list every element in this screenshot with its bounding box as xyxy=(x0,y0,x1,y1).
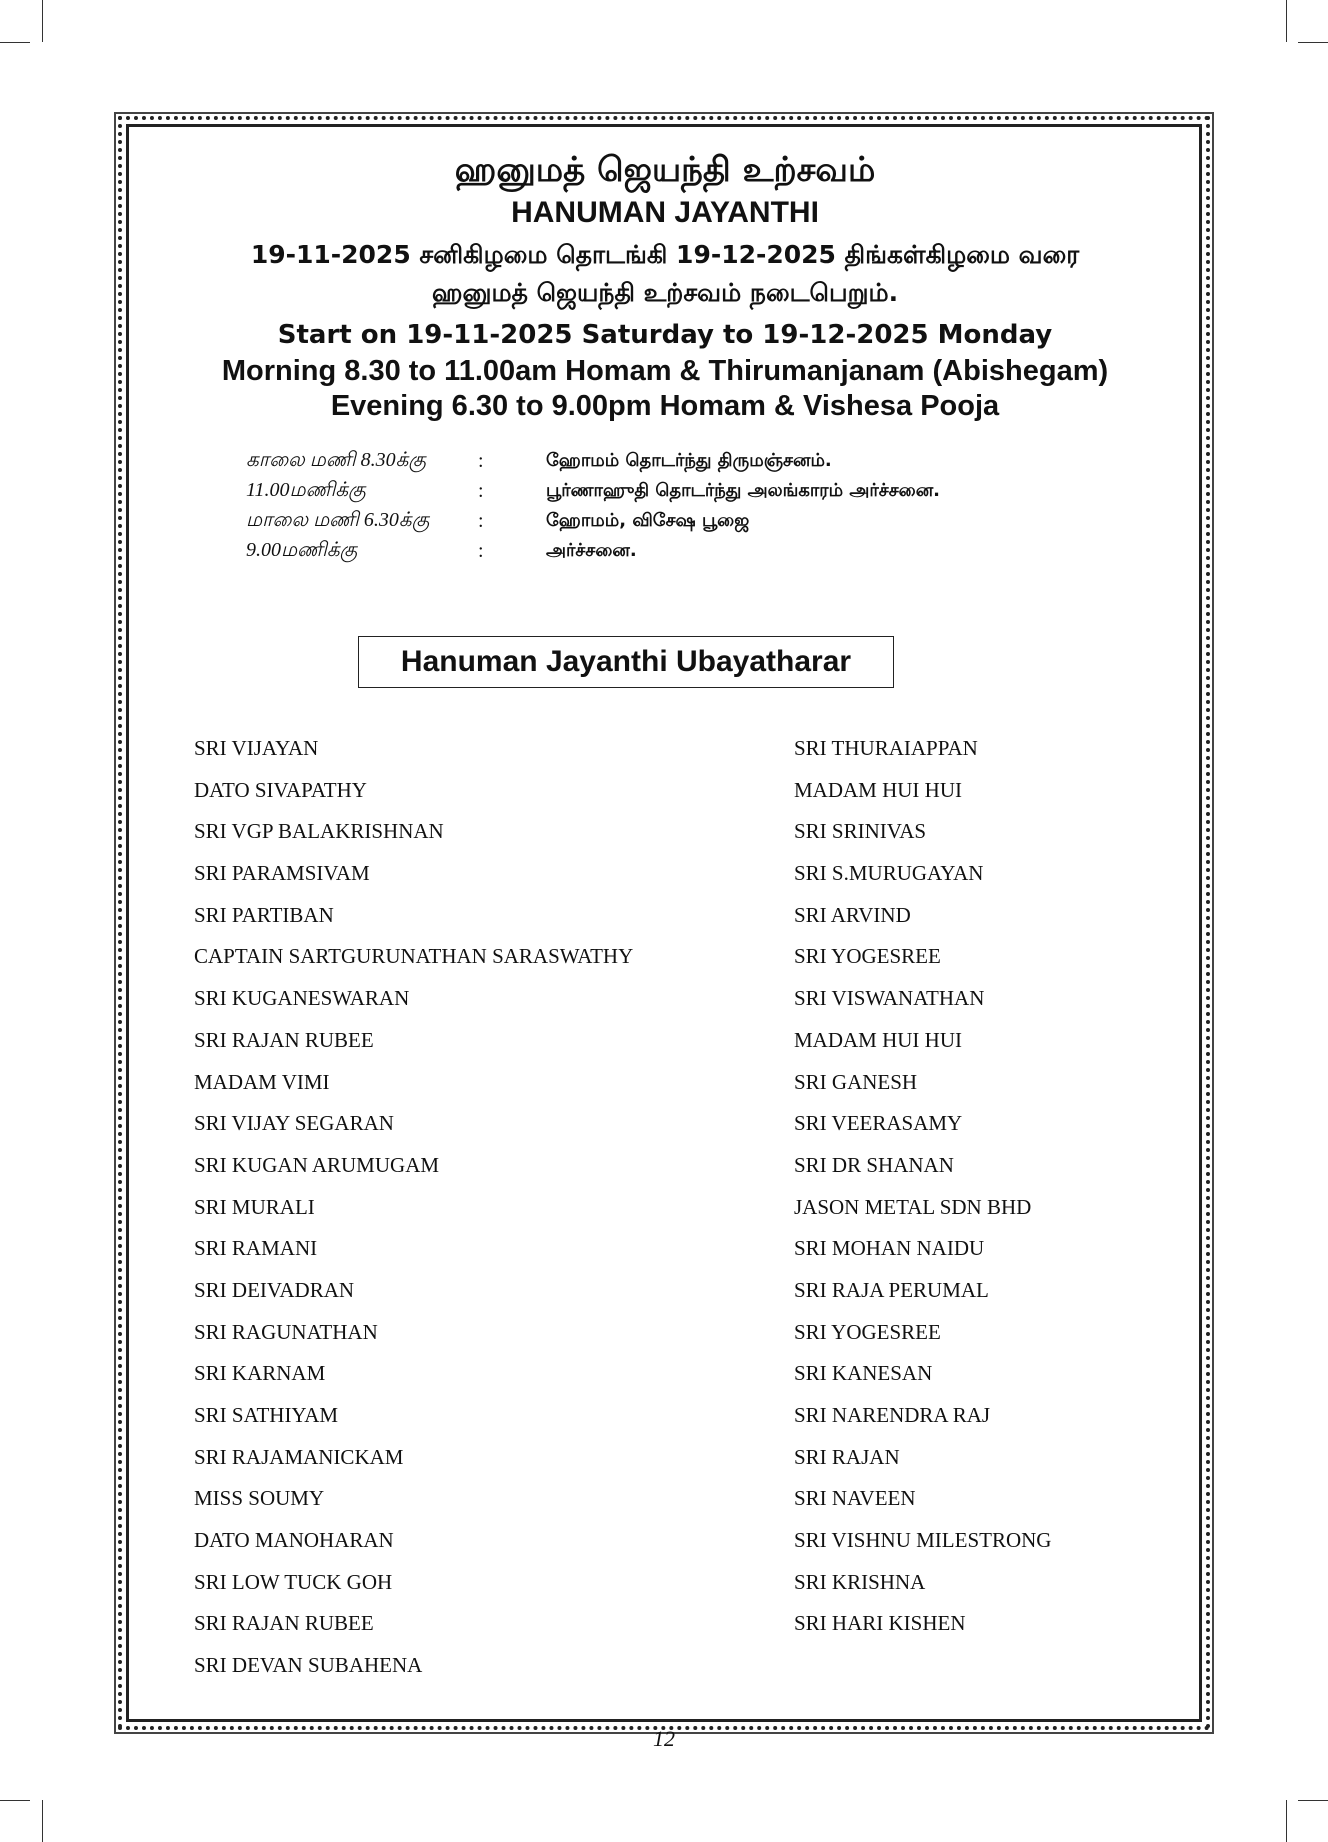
name-list-item: SRI RAJAMANICKAM xyxy=(194,1444,404,1469)
schedule-separator: : xyxy=(478,449,484,472)
ubayathar-title-box: Hanuman Jayanthi Ubayatharar xyxy=(358,636,894,688)
name-list-item: CAPTAIN SARTGURUNATHAN SARASWATHY xyxy=(194,944,634,969)
name-list-item: MISS SOUMY xyxy=(194,1486,325,1511)
evening-line: Evening 6.30 to 9.00pm Homam & Vishesa Pooja xyxy=(330,390,1000,422)
name-list-item: SRI RAGUNATHAN xyxy=(194,1319,378,1344)
tamil-date-line: 19-11-2025 சனிகிழமை தொடங்கி 19-12-2025 திங்கள்கிழமை வரை xyxy=(250,240,1080,269)
name-list-item: SRI DR SHANAN xyxy=(794,1152,954,1177)
schedule-row xyxy=(246,476,1046,506)
name-list-item: SRI VEERASAMY xyxy=(794,1111,963,1136)
schedule-description: பூர்ணாஹுதி தொடர்ந்து அலங்காரம் அர்ச்சனை. xyxy=(546,479,941,501)
schedule-row xyxy=(246,536,1046,566)
schedule-separator: : xyxy=(478,479,484,502)
name-list-item: MADAM HUI HUI xyxy=(794,777,962,802)
english-title: HANUMAN JAYANTHI xyxy=(511,196,819,229)
schedule-row xyxy=(246,506,1046,536)
name-list-item: SRI GANESH xyxy=(794,1069,918,1094)
name-list-item: SRI VISHNU MILESTRONG xyxy=(794,1528,1052,1553)
crop-mark xyxy=(1298,42,1328,43)
name-list-item: SRI NAVEEN xyxy=(794,1486,916,1511)
name-list-item: SRI LOW TUCK GOH xyxy=(194,1569,393,1594)
schedule-time: காலை மணி 8.30க்கு xyxy=(246,448,427,471)
name-list-item: SRI KUGAN ARUMUGAM xyxy=(194,1152,440,1177)
name-list-item: SRI THURAIAPPAN xyxy=(794,736,978,760)
name-list-item: SRI PARAMSIVAM xyxy=(194,861,370,886)
name-list-item: SRI SRINIVAS xyxy=(794,819,927,844)
name-list-item: SRI NARENDRA RAJ xyxy=(794,1403,991,1427)
name-list-item: SRI MOHAN NAIDU xyxy=(794,1236,985,1261)
crop-mark xyxy=(42,1800,43,1842)
schedule-row xyxy=(246,446,1046,476)
name-list-item: SRI ARVIND xyxy=(794,902,911,927)
tamil-title: ஹனுமத் ஜெயந்தி உற்சவம் xyxy=(454,150,876,190)
name-list-item: JASON METAL SDN BHD xyxy=(794,1194,1032,1219)
schedule-separator: : xyxy=(478,509,484,532)
schedule-time: மாலை மணி 6.30க்கு xyxy=(246,508,430,531)
left-names-column xyxy=(194,733,633,1692)
name-list-item: SRI VGP BALAKRISHNAN xyxy=(194,819,444,844)
crop-mark xyxy=(0,42,30,43)
name-list-item: SRI YOGESREE xyxy=(794,944,941,969)
right-names-column xyxy=(794,733,1051,1650)
name-list-item: DATO MANOHARAN xyxy=(194,1528,394,1553)
tamil-event-line: ஹனுமத் ஜெயந்தி உற்சவம் நடைபெறும். xyxy=(431,278,899,307)
name-list-item: SRI SATHIYAM xyxy=(194,1403,339,1427)
name-list-item: SRI DEVAN SUBAHENA xyxy=(194,1653,423,1678)
name-list-item: SRI DEIVADRAN xyxy=(194,1277,355,1302)
crop-mark xyxy=(0,1800,30,1801)
schedule-separator: : xyxy=(478,539,484,562)
schedule-time: 11.00மணிக்கு xyxy=(246,478,366,501)
page-number: 12 xyxy=(653,1726,675,1751)
name-list-item: SRI KUGANESWARAN xyxy=(194,986,410,1011)
crop-mark xyxy=(42,0,43,42)
name-list-item: SRI VIJAY SEGARAN xyxy=(194,1111,394,1136)
start-line: Start on 19-11-2025 Saturday to 19-12-2025 Monday xyxy=(277,320,1053,350)
crop-mark xyxy=(1298,1800,1328,1801)
name-list-item: SRI S.MURUGAYAN xyxy=(794,861,984,886)
crop-mark xyxy=(1286,1800,1287,1842)
name-list-item: SRI PARTIBAN xyxy=(194,902,334,927)
name-list-item: MADAM VIMI xyxy=(194,1069,330,1094)
name-list-item: SRI HARI KISHEN xyxy=(794,1611,966,1636)
name-list-item: SRI RAJAN xyxy=(794,1444,900,1469)
name-list-item: SRI VISWANATHAN xyxy=(794,986,985,1011)
crop-mark xyxy=(1286,0,1287,42)
name-list-item: DATO SIVAPATHY xyxy=(194,777,367,802)
name-list-item: SRI KRISHNA xyxy=(794,1569,926,1594)
schedule-description: ஹோமம், விசேஷ பூஜை xyxy=(546,509,750,531)
name-list-item: SRI KARNAM xyxy=(194,1361,326,1386)
name-list-item: SRI VIJAYAN xyxy=(194,736,319,760)
schedule-description: அர்ச்சனை. xyxy=(546,539,637,561)
schedule-time: 9.00மணிக்கு xyxy=(246,538,358,561)
name-list-item: SRI RAJAN RUBEE xyxy=(194,1611,374,1636)
name-list-item: SRI KANESAN xyxy=(794,1361,933,1386)
name-list-item: SRI YOGESREE xyxy=(794,1319,941,1344)
name-list-item: SRI RAJA PERUMAL xyxy=(794,1277,989,1302)
schedule-table xyxy=(246,446,1046,566)
name-list-item: SRI MURALI xyxy=(194,1194,315,1219)
name-list-item: MADAM HUI HUI xyxy=(794,1027,962,1052)
name-list-item: SRI RAJAN RUBEE xyxy=(194,1027,374,1052)
schedule-description: ஹோமம் தொடர்ந்து திருமஞ்சனம். xyxy=(546,449,832,471)
morning-line: Morning 8.30 to 11.00am Homam & Thirumanjanam (Abishegam) xyxy=(221,355,1109,387)
name-list-item: SRI RAMANI xyxy=(194,1236,318,1261)
